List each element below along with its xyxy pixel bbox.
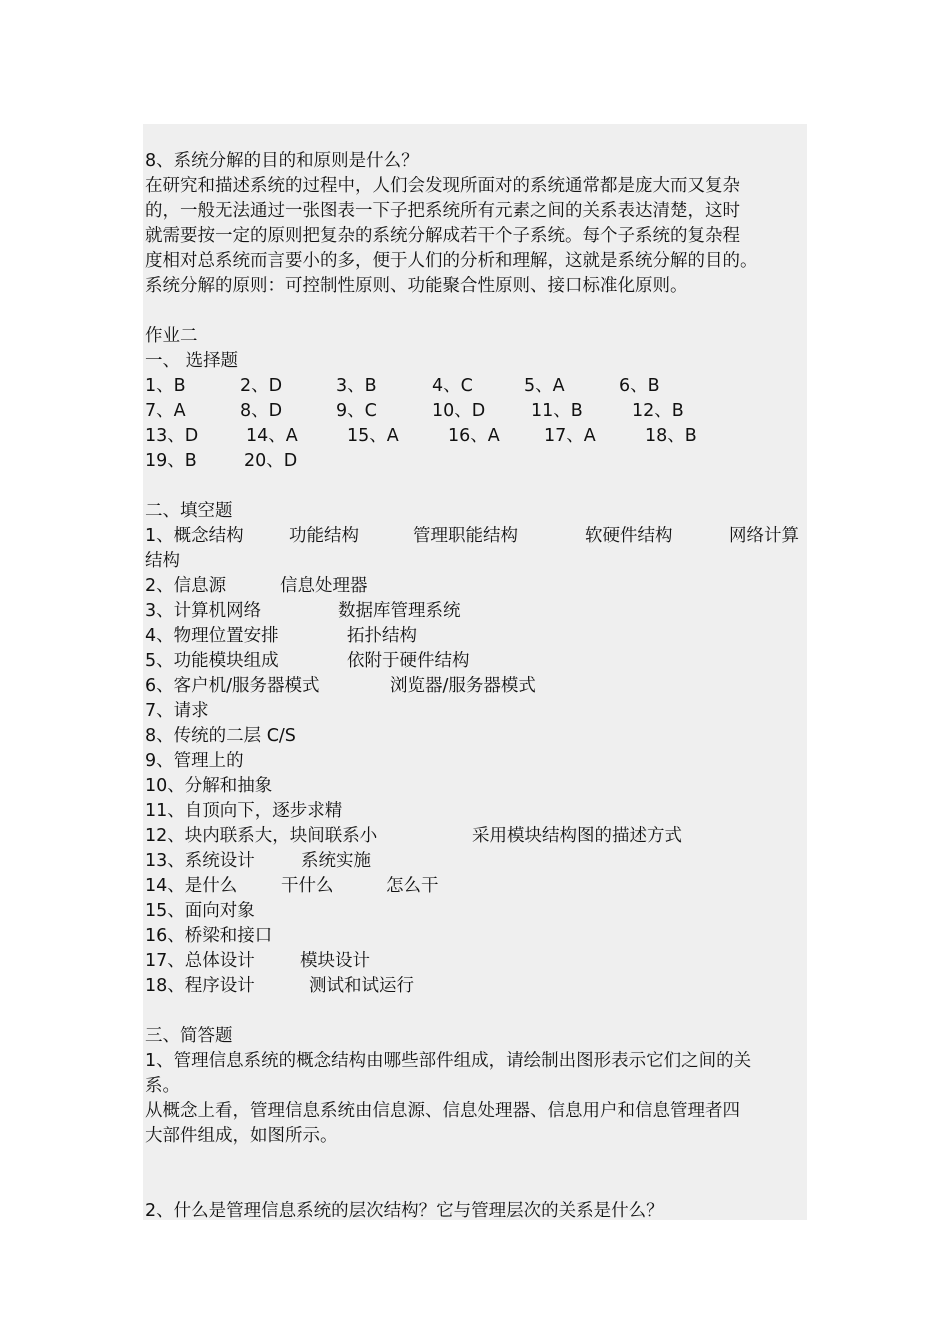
answer-8-line-4: 度相对总系统而言要小的多，便于人们的分析和理解，这就是系统分解的目的。 — [145, 251, 758, 271]
answer-8-line-5: 系统分解的原则：可控制性原则、功能聚合性原则、接口标准化原则。 — [145, 276, 688, 296]
choice-row-2 — [143, 399, 807, 424]
fill-answer: 4、物理位置安排 — [145, 626, 279, 646]
answer-8-line-1: 在研究和描述系统的过程中，人们会发现所面对的系统通常都是庞大而又复杂 — [145, 176, 740, 196]
fill-heading: 二、填空题 — [145, 501, 233, 521]
fill-item-8: 8、传统的二层 C/S — [145, 726, 296, 746]
fill-answer: 系统实施 — [301, 851, 371, 871]
answer-8-line-3: 就需要按一定的原则把复杂的系统分解成若干个子系统。每个子系统的复杂程 — [145, 226, 740, 246]
choice-answer: 8、D — [240, 401, 283, 421]
fill-answer: 浏览器/服务器模式 — [390, 676, 536, 696]
choice-answer: 9、C — [336, 401, 377, 421]
fill-item-10: 10、分解和抽象 — [145, 776, 273, 796]
short-answer-1-line-2: 大部件组成，如图所示。 — [145, 1126, 338, 1146]
fill-answer: 18、程序设计 — [145, 976, 255, 996]
fill-answer: 干什么 — [281, 876, 334, 896]
fill-item-14 — [143, 874, 807, 899]
choice-answer: 10、D — [432, 401, 486, 421]
choice-answer: 3、B — [336, 376, 377, 396]
fill-item-15: 15、面向对象 — [145, 901, 255, 921]
fill-answer: 测试和试运行 — [309, 976, 414, 996]
fill-answer: 拓扑结构 — [347, 626, 417, 646]
choice-answer: 14、A — [246, 426, 298, 446]
fill-item-1-wrap: 结构 — [145, 551, 180, 571]
choice-answer: 20、D — [244, 451, 298, 471]
fill-item-17 — [143, 949, 807, 974]
fill-answer: 13、系统设计 — [145, 851, 255, 871]
fill-item-13 — [143, 849, 807, 874]
homework-title: 作业二 — [145, 326, 198, 346]
fill-answer: 模块设计 — [300, 951, 370, 971]
choice-answer: 4、C — [432, 376, 473, 396]
fill-answer: 数据库管理系统 — [338, 601, 461, 621]
fill-answer: 2、信息源 — [145, 576, 227, 596]
fill-answer: 12、块内联系大，块间联系小 — [145, 826, 378, 846]
fill-item-7: 7、请求 — [145, 701, 209, 721]
choice-answer: 18、B — [645, 426, 697, 446]
fill-item-6 — [143, 674, 807, 699]
choice-answer: 6、B — [619, 376, 660, 396]
short-question-1-line-1: 1、管理信息系统的概念结构由哪些部件组成，请绘制出图形表示它们之间的关 — [145, 1051, 752, 1071]
choice-answer: 5、A — [524, 376, 565, 396]
document-page — [143, 124, 807, 1220]
answer-8-line-2: 的，一般无法通过一张图表一下子把系统所有元素之间的关系表达清楚，这时 — [145, 201, 740, 221]
fill-item-18 — [143, 974, 807, 999]
short-question-2: 2、什么是管理信息系统的层次结构？它与管理层次的关系是什么？ — [145, 1201, 664, 1221]
fill-answer: 管理职能结构 — [413, 526, 518, 546]
fill-answer: 信息处理器 — [280, 576, 368, 596]
short-answer-1-line-1: 从概念上看，管理信息系统由信息源、信息处理器、信息用户和信息管理者四 — [145, 1101, 740, 1121]
choice-answer: 16、A — [448, 426, 500, 446]
fill-item-5 — [143, 649, 807, 674]
fill-item-16: 16、桥梁和接口 — [145, 926, 273, 946]
choice-row-1 — [143, 374, 807, 399]
fill-item-3 — [143, 599, 807, 624]
short-question-1-line-2: 系。 — [145, 1076, 180, 1096]
fill-answer: 功能结构 — [289, 526, 359, 546]
choice-answer: 1、B — [145, 376, 186, 396]
fill-answer: 1、概念结构 — [145, 526, 244, 546]
fill-item-4 — [143, 624, 807, 649]
fill-item-1 — [143, 524, 807, 549]
question-8: 8、系统分解的目的和原则是什么？ — [145, 151, 419, 171]
choice-row-4 — [143, 449, 807, 474]
fill-item-11: 11、自顶向下，逐步求精 — [145, 801, 343, 821]
fill-answer: 3、计算机网络 — [145, 601, 262, 621]
fill-answer: 网络计算 — [729, 526, 799, 546]
fill-answer: 17、总体设计 — [145, 951, 255, 971]
fill-item-9: 9、管理上的 — [145, 751, 244, 771]
fill-answer: 14、是什么 — [145, 876, 238, 896]
fill-answer: 采用模块结构图的描述方式 — [472, 826, 682, 846]
fill-answer: 怎么干 — [386, 876, 439, 896]
choice-answer: 15、A — [347, 426, 399, 446]
choice-answer: 7、A — [145, 401, 186, 421]
fill-answer: 依附于硬件结构 — [347, 651, 470, 671]
choice-answer: 11、B — [531, 401, 583, 421]
choice-answer: 12、B — [632, 401, 684, 421]
choice-row-3 — [143, 424, 807, 449]
choice-heading: 一、 选择题 — [145, 351, 239, 371]
fill-answer: 5、功能模块组成 — [145, 651, 279, 671]
fill-answer: 软硬件结构 — [585, 526, 673, 546]
fill-item-12 — [143, 824, 807, 849]
choice-answer: 19、B — [145, 451, 197, 471]
choice-answer: 17、A — [544, 426, 596, 446]
choice-answer: 2、D — [240, 376, 283, 396]
short-answer-heading: 三、简答题 — [145, 1026, 233, 1046]
choice-answer: 13、D — [145, 426, 199, 446]
fill-item-2 — [143, 574, 807, 599]
fill-answer: 6、客户机/服务器模式 — [145, 676, 320, 696]
